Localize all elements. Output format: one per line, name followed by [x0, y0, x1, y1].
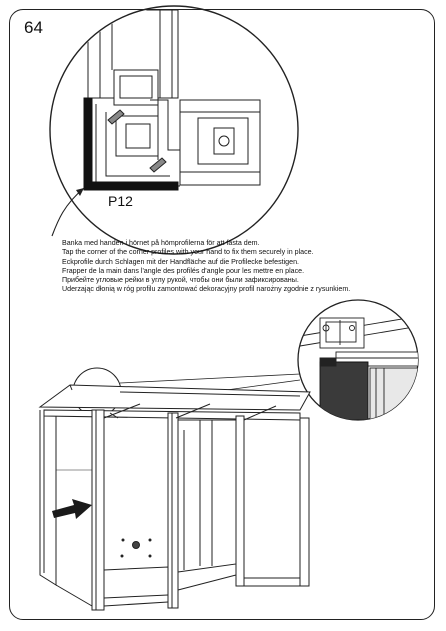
step-number: 64 [24, 18, 43, 37]
instruction-line-fr: Frapper de la main dans l'angle des profilés d'angle pour les mettre en place. [62, 266, 305, 275]
instruction-text-block [62, 239, 402, 295]
corner-detail-circle [50, 6, 298, 254]
instruction-line-de: Eckprofile durch Schlagen mit der Handfläche auf die Profilecke befestigen. [62, 257, 299, 266]
instruction-line-sv: Banka med handen i hörnet på hömprofilerna för att fästa dem. [62, 239, 260, 247]
instruction-line-pl: Uderzając dłonią w róg profilu zamontować dekoracyjny profil narożny zgodnie z rysunkiem. [62, 285, 351, 294]
greenhouse-frame [40, 368, 310, 610]
instruction-line-ru: Прибейте угловые рейки в углу рукой, чтобы они были зафиксированы. [62, 276, 299, 285]
direction-arrow-icon [52, 499, 92, 519]
part-label: P12 [108, 193, 133, 209]
instruction-line-en: Tap the corner of the corner profiles with your hand to fix them securely in place. [62, 248, 314, 257]
